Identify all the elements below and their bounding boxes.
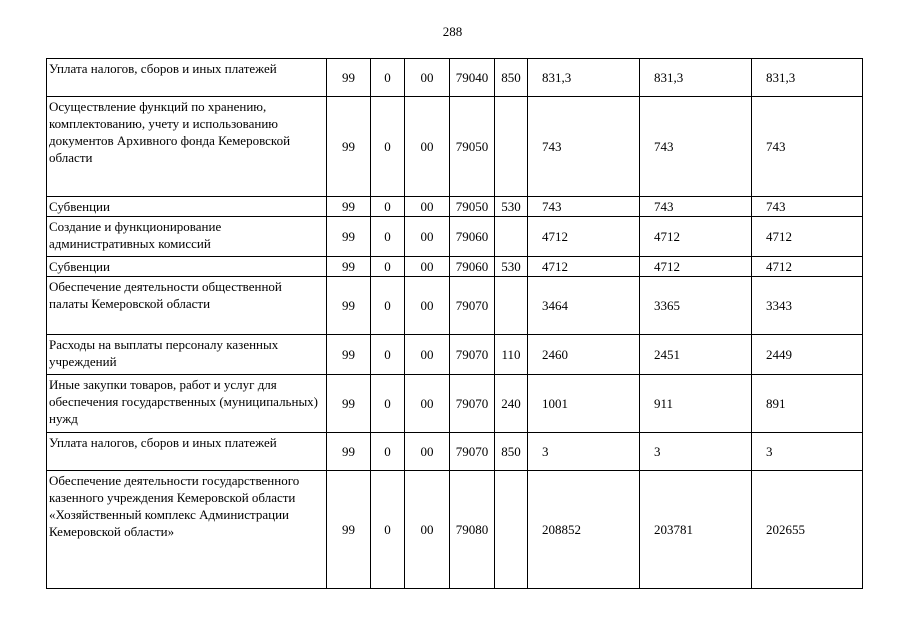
value-year-3: 4712 (752, 217, 863, 257)
value-year-1: 3 (528, 433, 640, 471)
table-row (47, 197, 863, 217)
value-year-3: 3 (752, 433, 863, 471)
table-row (47, 433, 863, 471)
code-main-activity: 00 (405, 257, 450, 277)
value-year-1: 831,3 (528, 59, 640, 97)
value-year-2: 4712 (640, 217, 752, 257)
code-expense-type (495, 471, 528, 589)
code-gp: 99 (327, 471, 371, 589)
value-year-1: 208852 (528, 471, 640, 589)
value-year-1: 743 (528, 197, 640, 217)
row-name: Обеспечение деятельности общественной палаты Кемеровской области (47, 277, 327, 335)
code-gp: 99 (327, 97, 371, 197)
table-row (47, 375, 863, 433)
code-main-activity: 00 (405, 375, 450, 433)
code-subprogram: 0 (371, 97, 405, 197)
code-expense-type (495, 97, 528, 197)
value-year-2: 4712 (640, 257, 752, 277)
row-name: Субвенции (47, 197, 327, 217)
code-main-activity: 00 (405, 97, 450, 197)
code-subprogram: 0 (371, 217, 405, 257)
code-main-activity: 00 (405, 471, 450, 589)
value-year-2: 743 (640, 97, 752, 197)
row-name: Осуществление функций по хранению, комплектованию, учету и использованию документов Архивного фонда Кемеровской области (47, 97, 327, 197)
code-expense-type: 850 (495, 433, 528, 471)
code-direction: 79040 (450, 59, 495, 97)
value-year-1: 4712 (528, 217, 640, 257)
code-direction: 79070 (450, 277, 495, 335)
code-subprogram: 0 (371, 59, 405, 97)
value-year-3: 743 (752, 197, 863, 217)
table-row (47, 277, 863, 335)
code-direction: 79070 (450, 433, 495, 471)
value-year-3: 4712 (752, 257, 863, 277)
code-expense-type: 850 (495, 59, 528, 97)
code-expense-type (495, 217, 528, 257)
value-year-1: 2460 (528, 335, 640, 375)
value-year-2: 203781 (640, 471, 752, 589)
code-gp: 99 (327, 197, 371, 217)
value-year-1: 743 (528, 97, 640, 197)
row-name: Создание и функционирование административных комиссий (47, 217, 327, 257)
code-expense-type: 530 (495, 257, 528, 277)
code-main-activity: 00 (405, 335, 450, 375)
value-year-3: 891 (752, 375, 863, 433)
code-subprogram: 0 (371, 375, 405, 433)
table-row (47, 471, 863, 589)
value-year-2: 3365 (640, 277, 752, 335)
code-gp: 99 (327, 335, 371, 375)
value-year-2: 3 (640, 433, 752, 471)
value-year-2: 743 (640, 197, 752, 217)
code-direction: 79050 (450, 97, 495, 197)
code-direction: 79070 (450, 375, 495, 433)
page-number: 288 (442, 24, 463, 39)
code-direction: 79050 (450, 197, 495, 217)
code-subprogram: 0 (371, 277, 405, 335)
code-subprogram: 0 (371, 433, 405, 471)
code-subprogram: 0 (371, 471, 405, 589)
value-year-3: 743 (752, 97, 863, 197)
row-name: Иные закупки товаров, работ и услуг для обеспечения государственных (муниципальных) нужд (47, 375, 327, 433)
code-main-activity: 00 (405, 217, 450, 257)
table-row (47, 257, 863, 277)
value-year-2: 831,3 (640, 59, 752, 97)
row-name: Уплата налогов, сборов и иных платежей (47, 433, 327, 471)
row-name: Уплата налогов, сборов и иных платежей (47, 59, 327, 97)
value-year-3: 3343 (752, 277, 863, 335)
value-year-1: 3464 (528, 277, 640, 335)
code-expense-type: 530 (495, 197, 528, 217)
code-main-activity: 00 (405, 277, 450, 335)
row-name: Субвенции (47, 257, 327, 277)
code-gp: 99 (327, 257, 371, 277)
budget-table-body (47, 59, 863, 589)
code-direction: 79060 (450, 217, 495, 257)
code-subprogram: 0 (371, 335, 405, 375)
value-year-3: 831,3 (752, 59, 863, 97)
code-expense-type: 110 (495, 335, 528, 375)
table-row (47, 217, 863, 257)
value-year-3: 202655 (752, 471, 863, 589)
value-year-1: 1001 (528, 375, 640, 433)
row-name: Расходы на выплаты персоналу казенных учреждений (47, 335, 327, 375)
code-main-activity: 00 (405, 433, 450, 471)
code-gp: 99 (327, 217, 371, 257)
table-row (47, 97, 863, 197)
table-row (47, 335, 863, 375)
value-year-2: 911 (640, 375, 752, 433)
code-subprogram: 0 (371, 197, 405, 217)
code-gp: 99 (327, 59, 371, 97)
budget-table (46, 58, 863, 589)
value-year-2: 2451 (640, 335, 752, 375)
code-gp: 99 (327, 277, 371, 335)
code-main-activity: 00 (405, 197, 450, 217)
row-name: Обеспечение деятельности государственного казенного учреждения Кемеровской области «Хозяйственный комплекс Администрации Кемеровской области» (47, 471, 327, 589)
value-year-1: 4712 (528, 257, 640, 277)
code-expense-type: 240 (495, 375, 528, 433)
code-gp: 99 (327, 375, 371, 433)
code-direction: 79070 (450, 335, 495, 375)
table-row (47, 59, 863, 97)
value-year-3: 2449 (752, 335, 863, 375)
code-direction: 79080 (450, 471, 495, 589)
code-gp: 99 (327, 433, 371, 471)
code-direction: 79060 (450, 257, 495, 277)
code-expense-type (495, 277, 528, 335)
code-main-activity: 00 (405, 59, 450, 97)
code-subprogram: 0 (371, 257, 405, 277)
